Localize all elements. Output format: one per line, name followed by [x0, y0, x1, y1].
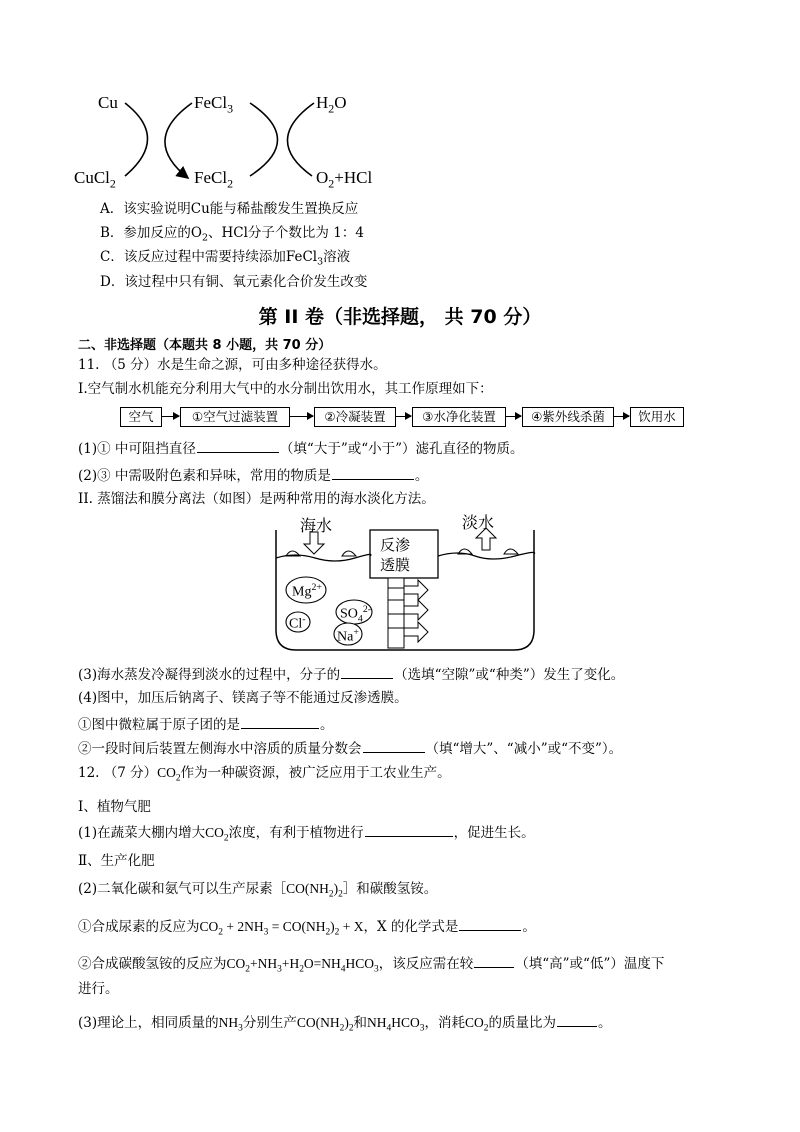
- q12-3-urea: CO(NH: [296, 1015, 340, 1030]
- q11-4b-post: （填“增大”、“减小”或“不变”）。: [425, 741, 623, 757]
- q12-2a-pre: ①合成尿素的反应为: [78, 919, 200, 935]
- h2o-sub: 2: [328, 101, 335, 116]
- q12-2-urea: CO(NH: [286, 881, 329, 896]
- q11-3-pre: (3)海水蒸发冷凝得到淡水的过程中，分子的: [78, 667, 341, 683]
- answer-blank[interactable]: [241, 714, 319, 729]
- q12-2b-pre: ②合成碳酸氢铵的反应为: [78, 956, 227, 972]
- q12-2a-eq3-sub: 2: [325, 927, 331, 938]
- q12-3-urea-sub2: 2: [348, 1023, 354, 1034]
- freshwater-label: 淡水: [462, 513, 495, 532]
- q11-3-post: （选填“空隙”或“种类”）发生了变化。: [394, 667, 625, 683]
- option-a: A．该实验说明Cu能与稀盐酸发生置换反应: [100, 201, 359, 217]
- q12-2b-mid: ，该反应需在较: [378, 956, 474, 972]
- flow-filter: ①空气过滤装置: [180, 407, 290, 427]
- fecl3-text: FeCl: [194, 93, 228, 112]
- answer-blank[interactable]: [197, 438, 279, 453]
- q12-3-mid1: 分别生产: [242, 1015, 297, 1031]
- arc-fecl3-fecl2: [165, 103, 192, 178]
- q12-3-nh4: NH: [367, 1015, 387, 1030]
- cycle-arrows: [0, 0, 800, 200]
- q12-stem-post: 作为一种碳资源，被广泛应用于工农业生产。: [180, 765, 451, 781]
- membrane-label-1: 反渗: [380, 536, 411, 554]
- answer-blank[interactable]: [341, 664, 393, 679]
- option-c: [100, 248, 350, 272]
- cl-sup: -: [302, 614, 306, 625]
- membrane-label-2: 透膜: [380, 556, 411, 574]
- q12-3-urea-sub: 2: [339, 1023, 345, 1034]
- q12-2b-eq: CO: [226, 956, 246, 971]
- q12-stem-pre: 12. （7 分）: [78, 765, 158, 781]
- section-heading: 二、非选择题（本题共 8 小题，共 70 分）: [78, 338, 332, 353]
- q11-part2: II. 蒸馏法和膜分离法（如图）是两种常用的海水淡化方法。: [78, 491, 435, 507]
- q12-3-co2-sub: 2: [483, 1023, 489, 1034]
- q12-2-urea-tail: ): [333, 881, 339, 896]
- q12-2b-s1: 2: [245, 964, 250, 975]
- q11-4a-pre: ①图中微粒属于原子团的是: [78, 717, 240, 733]
- q12-stem-sub: 2: [175, 773, 181, 784]
- o2-text: O: [316, 168, 329, 187]
- flow-arrow-5: [613, 416, 629, 417]
- q12-part1: Ⅰ、植物气肥: [78, 799, 151, 815]
- ion-na: [337, 627, 359, 646]
- fecl3-sub: 3: [227, 101, 234, 116]
- q12-1-post: ，促进生长。: [453, 825, 535, 841]
- flow-uv: ④紫外线杀菌: [522, 407, 614, 427]
- answer-blank[interactable]: [363, 738, 425, 753]
- so4-sub: 4: [357, 613, 363, 625]
- q11-2-post: 。: [414, 468, 429, 484]
- option-c-sub: 3: [317, 256, 324, 268]
- option-c-pre: C．该反应过程中需要持续添加FeCl: [100, 249, 318, 265]
- q12-3-pre: (3)理论上，相同质量的: [78, 1015, 219, 1031]
- fecl2-text: FeCl: [194, 168, 228, 187]
- q11-1-post: （填“大于”或“小于”）滤孔直径的物质。: [279, 441, 524, 457]
- option-b: [100, 224, 364, 248]
- q12-2-urea-sub2: 2: [338, 889, 343, 900]
- ion-mg: [292, 582, 322, 601]
- q12-3-post: 的质量比为: [488, 1015, 556, 1031]
- q11-4: (4)图中，加压后钠离子、镁离子等不能通过反渗透膜。: [78, 690, 408, 706]
- q12-2b-s2: 3: [277, 964, 282, 975]
- q12-2b-cont: 进行。: [78, 981, 119, 997]
- arc-cu-cucl2: [125, 103, 148, 176]
- q12-3-nh3-sub: 3: [238, 1023, 243, 1034]
- q11-2-pre: (2)③ 中需吸附色素和异味，常用的物质是: [78, 468, 331, 484]
- q12-stem-co2: CO: [157, 765, 176, 780]
- q12-3-co2: CO: [464, 1015, 484, 1030]
- o2-sub: 2: [328, 176, 335, 191]
- q12-stem: [78, 764, 451, 788]
- flow-arrow-4: [505, 416, 521, 417]
- arc-fecl2-fecl3: [250, 103, 278, 176]
- volume-title: 第 II 卷（非选择题， 共 70 分）: [258, 306, 542, 328]
- flow-arrow-2: [289, 416, 313, 417]
- na-sup: +: [353, 627, 359, 638]
- q12-2a-eq2-sub: 3: [263, 927, 269, 938]
- answer-blank[interactable]: [365, 822, 453, 837]
- q11-stem: 11. （5 分）水是生命之源，可由多种途径获得水。: [78, 357, 387, 373]
- mg-text: Mg: [292, 584, 312, 600]
- q12-1-co2: CO: [205, 825, 224, 840]
- option-c-post: 溶液: [323, 249, 351, 265]
- q12-2: [78, 880, 437, 904]
- q12-3-mid2: ，消耗: [424, 1015, 465, 1031]
- q12-2a-eq1-sub: 2: [218, 927, 223, 938]
- cucl2-sub: 2: [109, 176, 116, 191]
- q12-3: [78, 1012, 611, 1038]
- q12-2a-eq4-sub: 2: [334, 927, 340, 938]
- q12-2a-eq1: CO: [199, 919, 219, 934]
- q12-1-sub: 2: [223, 833, 229, 844]
- na-text: Na: [337, 629, 354, 645]
- q12-part2: Ⅱ、生产化肥: [78, 853, 155, 869]
- q12-3-urea-tail: ): [344, 1015, 349, 1030]
- h2o-text: H: [316, 93, 329, 112]
- arc-o2-h2o: [287, 103, 314, 176]
- q12-2a-eq4: ): [330, 919, 335, 934]
- q12-2a-eq2: + 2NH: [222, 919, 264, 934]
- q11-4a-post: 。: [320, 717, 334, 733]
- q12-2a-end: 。: [522, 919, 536, 935]
- option-b-pre: B．参加反应的O: [100, 225, 202, 241]
- h2o-tail: O: [334, 93, 347, 112]
- answer-blank[interactable]: [332, 465, 414, 480]
- q12-2-post: ］和碳酸氢铵。: [342, 881, 438, 897]
- fecl2-sub: 2: [227, 176, 234, 191]
- mg-sup: 2+: [311, 582, 322, 593]
- q12-1: [78, 822, 535, 848]
- q12-2b-eq3: +H: [281, 956, 300, 971]
- q12-3-hco-sub: 3: [419, 1023, 425, 1034]
- flow-condense: ②冷凝装置: [314, 407, 396, 427]
- flow-drinking-water: 饮用水: [630, 407, 684, 427]
- flow-air: 空气: [120, 407, 162, 427]
- q12-2b-eq2: +NH: [249, 956, 278, 971]
- arc-fecl2-fecl3-head: [246, 102, 275, 176]
- option-b-sub: 2: [202, 232, 209, 244]
- q12-2b-post: （填“高”或“低”）温度下: [515, 956, 665, 972]
- q11-3: [78, 664, 624, 684]
- cl-text: Cl: [289, 616, 303, 632]
- cycle-cu: Cu: [98, 93, 118, 112]
- q12-1-pre: (1)在蔬菜大棚内增大: [78, 825, 206, 841]
- q12-2a-eq5: + X: [339, 919, 364, 934]
- q11-4b: [78, 738, 622, 758]
- q12-3-nh3: NH: [218, 1015, 239, 1030]
- ion-cl: [289, 614, 306, 633]
- q12-2b-eq4: O=NH: [303, 956, 341, 971]
- flow-arrow-3: [395, 416, 411, 417]
- option-b-post: 、HCl分子个数比为 1：4: [208, 225, 364, 241]
- q12-1-mid: 浓度，有利于植物进行: [228, 825, 364, 841]
- so4-sup: 2-: [362, 604, 371, 615]
- q12-2-urea-sub: 2: [328, 889, 334, 900]
- answer-blank[interactable]: [474, 953, 514, 968]
- so4-text: SO: [340, 606, 358, 622]
- q12-3-end: 。: [597, 1015, 612, 1031]
- q11-2: [78, 465, 428, 485]
- q12-3-and: 和: [353, 1015, 368, 1031]
- q11-1: [78, 438, 524, 458]
- flow-purify: ③水净化装置: [412, 407, 506, 427]
- q11-part1: I.空气制水机能充分利用大气中的水分制出饮用水，其工作原理如下：: [78, 381, 493, 397]
- q12-2a: [78, 916, 536, 942]
- flow-arrow-1: [161, 416, 179, 417]
- q11-1-pre: (1)① 中可阻挡直径: [78, 441, 196, 457]
- option-d: D．该过程中只有铜、氧元素化合价发生改变: [100, 274, 368, 290]
- answer-blank[interactable]: [557, 1012, 597, 1027]
- ion-so4: [340, 604, 371, 624]
- q12-2b-s3: 2: [299, 964, 304, 975]
- o2-tail: +HCl: [334, 168, 373, 187]
- q12-2b-s4: 4: [340, 964, 346, 975]
- q12-2a-eq3: = CO(NH: [268, 919, 326, 934]
- seawater-label: 海水: [300, 516, 333, 535]
- q12-2-pre: (2)二氧化碳和氨气可以生产尿素［: [78, 881, 287, 897]
- q11-4b-pre: ②一段时间后装置左侧海水中溶质的质量分数会: [78, 741, 362, 757]
- q12-2b-eq5: HCO: [345, 956, 375, 971]
- q12-2b-s5: 3: [374, 964, 379, 975]
- answer-blank[interactable]: [459, 916, 521, 931]
- q11-4a: [78, 714, 334, 734]
- q12-2b: [78, 953, 664, 979]
- q12-3-hco: HCO: [391, 1015, 420, 1030]
- q12-2a-post: ，X 的化学式是: [363, 919, 459, 935]
- q12-3-nh4-sub: 4: [386, 1023, 392, 1034]
- cucl2-text: CuCl: [74, 168, 110, 187]
